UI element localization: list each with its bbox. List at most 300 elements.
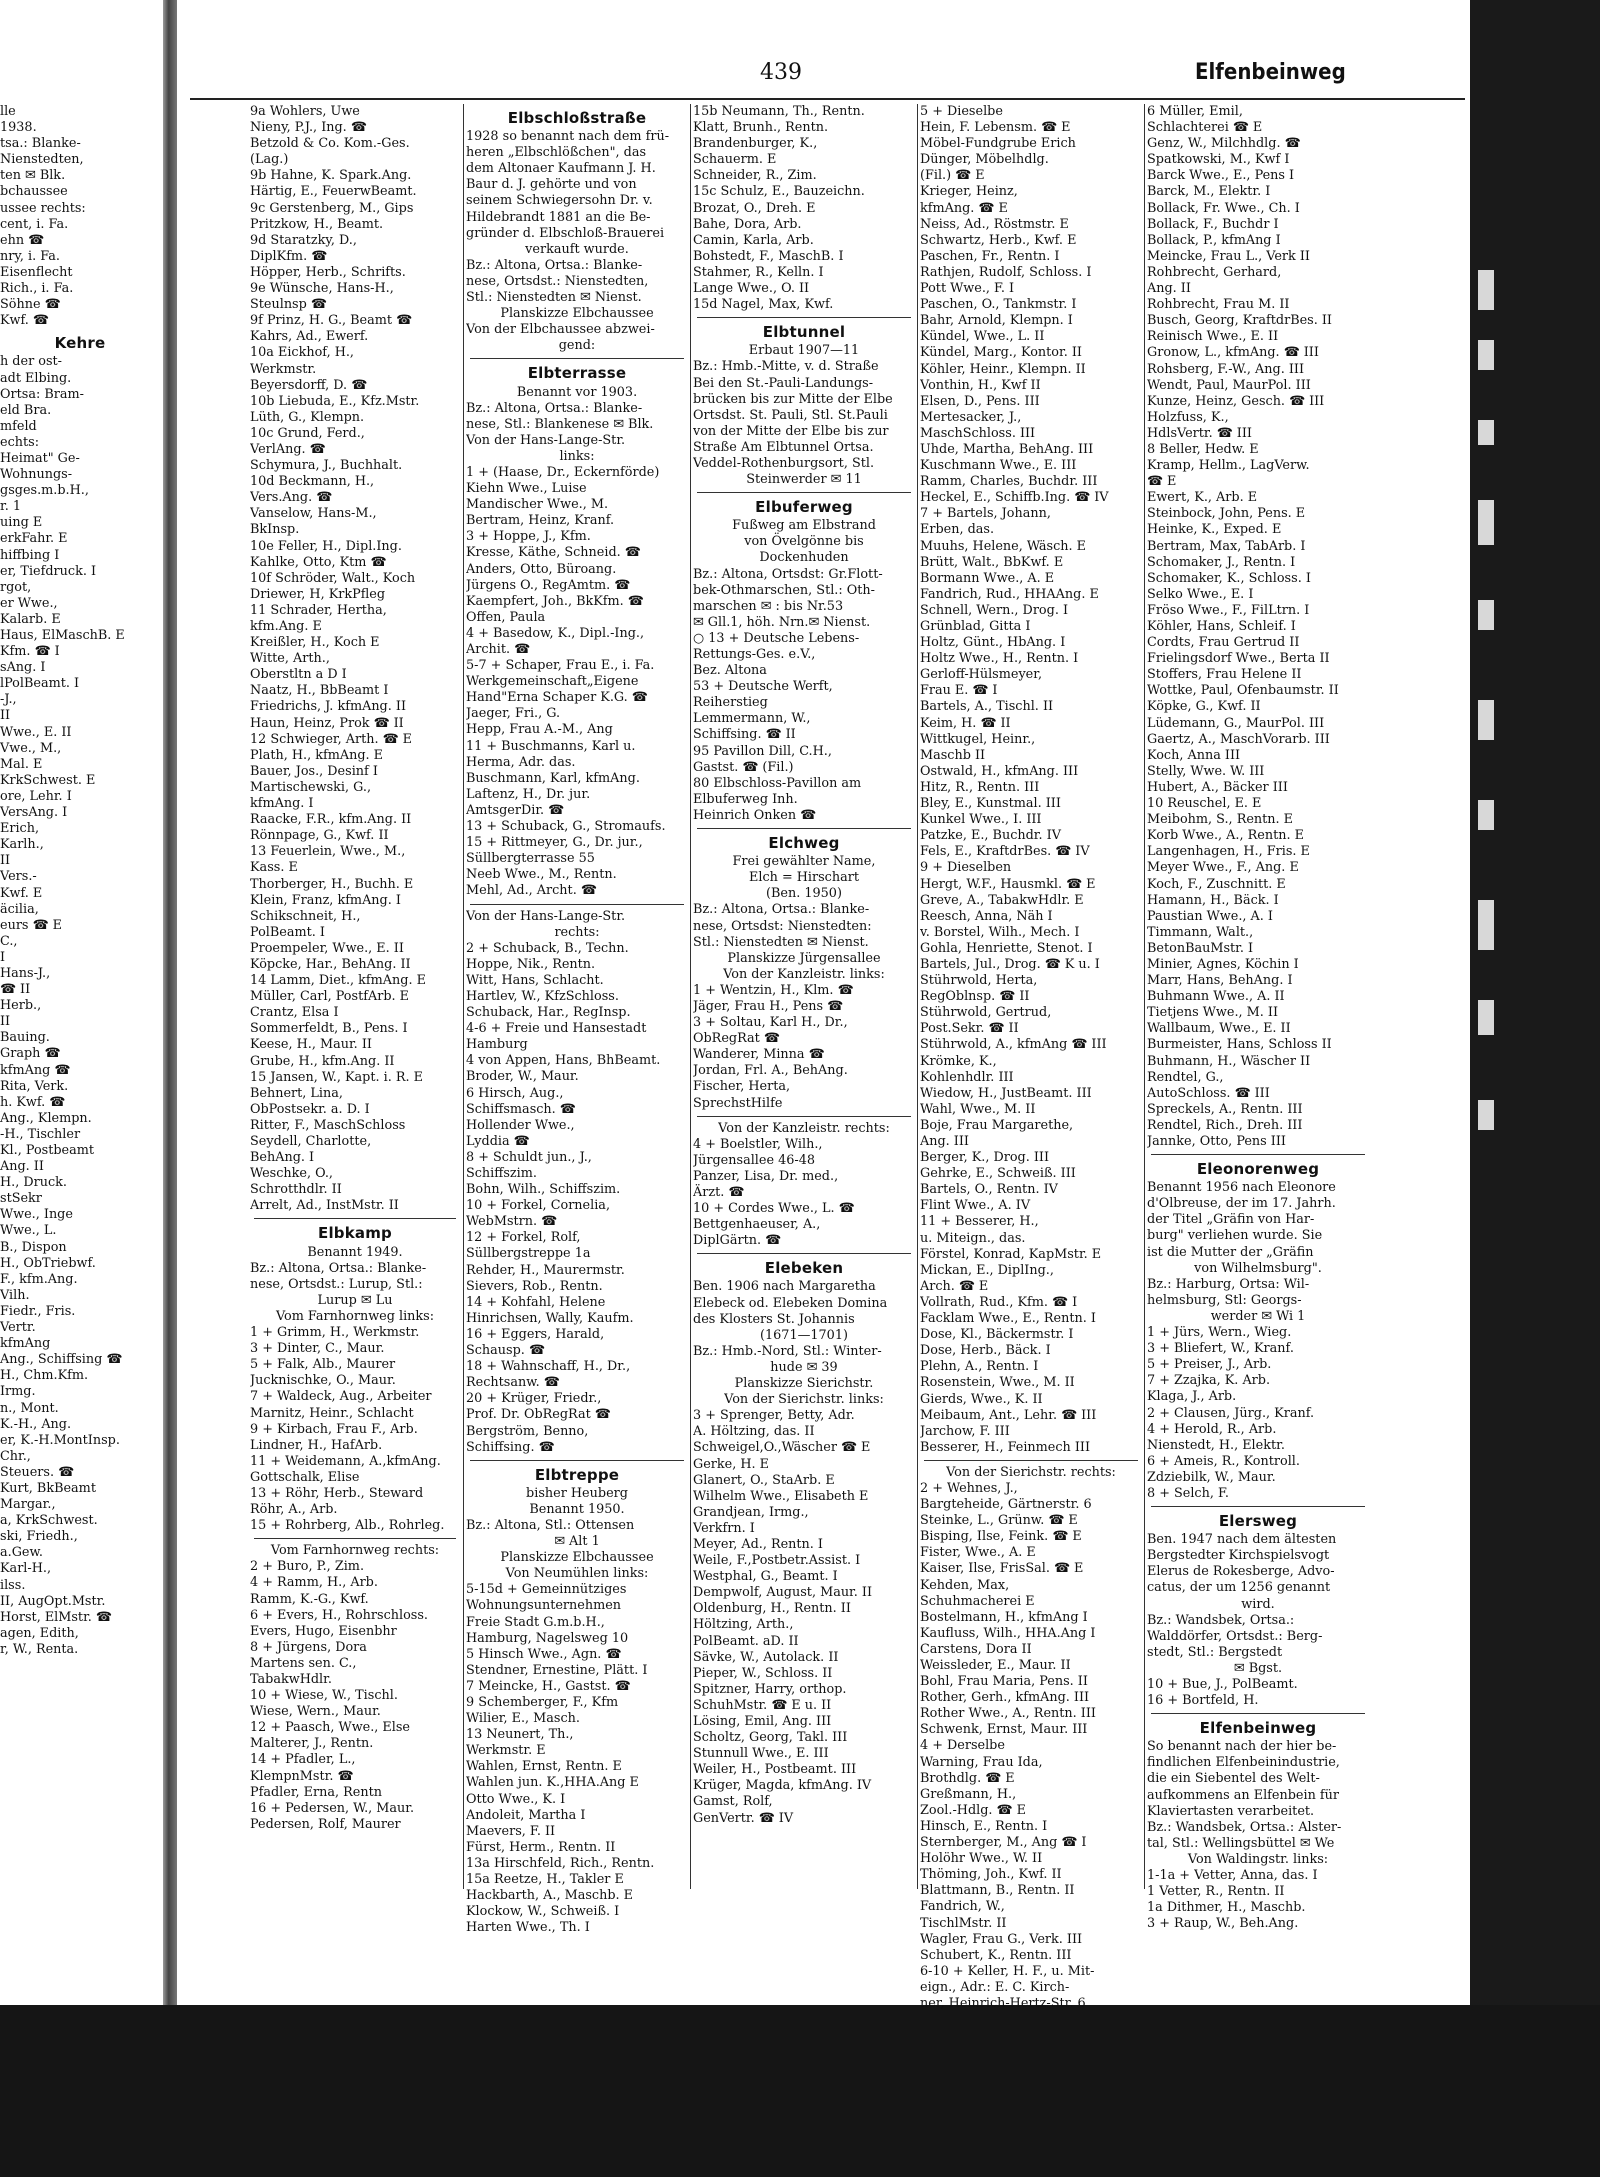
directory-entry: tsa.: Blanke-	[0, 136, 81, 152]
directory-entry: F., kfm.Ang.	[0, 1271, 78, 1287]
directory-entry: 11 + Weidemann, A.,kfmAng.	[250, 1453, 441, 1469]
street-note: Von Waldingstr. links:	[1187, 1851, 1329, 1867]
directory-entry: Pieper, W., Schloss. II	[693, 1665, 833, 1681]
directory-entry: 8 + Selch, F.	[1147, 1485, 1229, 1501]
directory-entry: Röhr, A., Arb.	[250, 1502, 338, 1518]
directory-entry: Hand"Erna Schaper K.G. ☎	[466, 690, 648, 706]
directory-entry: Oberstltn a D I	[250, 667, 347, 683]
directory-entry: Schiffsmasch. ☎	[466, 1101, 576, 1117]
directory-entry: kfmAng ☎	[0, 1062, 71, 1078]
directory-entry: nese, Ortsdst: Nienstedten:	[693, 918, 872, 934]
directory-entry: uing E	[0, 515, 43, 531]
directory-entry: Jarchow, F. III	[920, 1423, 1010, 1439]
directory-entry: Hinsch, E., Rentn. I	[920, 1818, 1048, 1834]
directory-entry: Walddörfer, Ortsdst.: Berg-	[1147, 1628, 1323, 1644]
directory-entry: Stahmer, R., Kelln. I	[693, 264, 824, 280]
street-note: Elch = Hirschart	[749, 870, 859, 886]
directory-entry: BehAng. I	[250, 1150, 315, 1166]
directory-entry: 13 + Röhr, Herb., Steward	[250, 1485, 424, 1501]
directory-entry: Bollack, P., kfmAng I	[1147, 232, 1281, 248]
directory-entry: bchaussee	[0, 184, 68, 200]
directory-entry: 10c Grund, Ferd.,	[250, 425, 365, 441]
directory-entry: v. Borstel, Wilh., Mech. I	[920, 924, 1080, 940]
directory-entry: Erich,	[0, 821, 40, 837]
directory-entry: Hamburg	[466, 1037, 528, 1053]
directory-entry: gsges.m.b.H.,	[0, 483, 89, 499]
directory-entry: 15b Neumann, Th., Rentn.	[693, 104, 865, 119]
directory-entry: Bormann Wwe., A. E	[920, 570, 1055, 586]
directory-entry: ☎ E	[1147, 474, 1177, 490]
directory-entry: Bahr, Arnold, Klempn. I	[920, 313, 1073, 329]
directory-entry: Cordts, Frau Gertrud II	[1147, 635, 1300, 651]
directory-entry: Wagler, Frau G., Verk. III	[920, 1931, 1083, 1947]
directory-entry: C.,	[0, 933, 18, 949]
directory-entry: GenVertr. ☎ IV	[693, 1810, 794, 1826]
directory-entry: 4 + Derselbe	[920, 1738, 1005, 1754]
directory-entry: Kahlke, Otto, Ktm ☎	[250, 554, 387, 570]
directory-entry: Fiedr., Fris.	[0, 1303, 76, 1319]
directory-entry: WebMstrn. ☎	[466, 1214, 558, 1230]
directory-entry: Vilh.	[0, 1287, 30, 1303]
directory-entry: Langenhagen, H., Fris. E	[1147, 844, 1310, 860]
directory-entry: Dose, Herb., Bäck. I	[920, 1343, 1051, 1359]
directory-entry: Lüth, G., Klempn.	[250, 409, 365, 425]
directory-entry: 3 + Sprenger, Betty, Adr.	[693, 1408, 855, 1424]
directory-entry: Wendt, Paul, MaurPol. III	[1147, 377, 1311, 393]
directory-entry: II	[0, 1014, 11, 1030]
directory-entry: Krüger, Magda, kfmAng. IV	[693, 1778, 872, 1794]
directory-entry: Bargteheide, Gärtnerstr. 6	[920, 1497, 1092, 1513]
directory-entry: 8 Beller, Hedw. E	[1147, 441, 1259, 457]
directory-entry: Ewert, K., Arb. E	[1147, 490, 1258, 506]
directory-entry: 10e Feller, H., Dipl.Ing.	[250, 538, 402, 554]
directory-entry: lle	[0, 104, 16, 119]
directory-entry: Ang. II	[1147, 281, 1191, 297]
directory-entry: Fischer, Herta,	[693, 1079, 791, 1095]
directory-entry: Evers, Hugo, Eisenbhr	[250, 1623, 397, 1639]
directory-entry: Stoffers, Frau Helene II	[1147, 667, 1302, 683]
street-note: Steinwerder ✉ 11	[746, 472, 862, 488]
directory-entry: Barck Wwe., E., Pens I	[1147, 168, 1295, 184]
directory-entry: SprechstHilfe	[693, 1095, 783, 1111]
directory-entry: Ramm, Charles, Buchdr. III	[920, 474, 1098, 490]
directory-entry: Warning, Frau Ida,	[920, 1754, 1043, 1770]
directory-column-6	[1147, 104, 1369, 1932]
directory-entry: 10a Eickhof, H.,	[250, 345, 354, 361]
directory-entry: u. Miteign., das.	[920, 1230, 1026, 1246]
directory-entry: Hollender Wwe.,	[466, 1117, 575, 1133]
directory-entry: h. Kwf. ☎	[0, 1094, 66, 1110]
directory-entry: Stl.: Nienstedten ✉ Nienst.	[466, 290, 642, 306]
directory-entry: II, AugOpt.Mstr.	[0, 1593, 106, 1609]
directory-entry: Selko Wwe., E. I	[1147, 586, 1254, 602]
street-heading: Elchweg	[768, 834, 840, 853]
directory-entry: I	[0, 949, 6, 965]
street-note: Vom Farnhornweg links:	[275, 1308, 435, 1324]
column-divider	[917, 104, 918, 1889]
directory-entry: Wilhelm Wwe., Elisabeth E	[693, 1488, 869, 1504]
directory-column-2	[250, 104, 460, 1833]
section-divider	[697, 1116, 911, 1117]
directory-entry: Jordan, Frl. A., BehAng.	[693, 1063, 848, 1079]
directory-entry: Rohbrecht, Gerhard,	[1147, 264, 1282, 280]
directory-entry: 12 Schwieger, Arth. ☎ E	[250, 731, 412, 747]
section-divider	[254, 1538, 456, 1539]
directory-entry: Ramm, K.-G., Kwf.	[250, 1591, 369, 1607]
street-heading: Elbuferweg	[755, 498, 853, 517]
directory-entry: 14 + Pfadler, L.,	[250, 1752, 356, 1768]
directory-entry: adt Elbing.	[0, 370, 72, 386]
directory-entry: Vertr.	[0, 1320, 36, 1336]
directory-entry: So benannt nach der hier be-	[1147, 1739, 1337, 1755]
directory-entry: Hinrichsen, Wally, Kaufm.	[466, 1310, 634, 1326]
directory-entry: Kass. E	[250, 860, 298, 876]
directory-entry: Möbel-Fundgrube Erich	[920, 136, 1076, 152]
directory-entry: 80 Elbschloss-Pavillon am	[693, 775, 862, 791]
street-note: von Övelgönne bis	[744, 534, 864, 550]
directory-entry: DiplGärtn. ☎	[693, 1233, 782, 1249]
street-note: Benannt vor 1903.	[516, 384, 638, 400]
directory-entry: Kaempfert, Joh., BkKfm. ☎	[466, 593, 644, 609]
directory-entry: 15c Schulz, E., Bauzeichn.	[693, 184, 865, 200]
directory-entry: Neiss, Ad., Röstmstr. E	[920, 216, 1069, 232]
directory-entry: Stendner, Ernestine, Plätt. I	[466, 1662, 648, 1678]
directory-entry: Höpper, Herb., Schrifts.	[250, 264, 406, 280]
directory-entry: Söhne ☎	[0, 297, 61, 313]
directory-entry: HdlsVertr. ☎ III	[1147, 425, 1252, 441]
directory-entry: Bartels, O., Rentn. IV	[920, 1182, 1058, 1198]
directory-entry: Kaufluss, Wilh., HHA.Ang I	[920, 1625, 1096, 1641]
directory-entry: Gastst. ☎ (Fil.)	[693, 759, 794, 775]
directory-entry: Fandrich, Rud., HHAAng. E	[920, 586, 1099, 602]
directory-entry: 1 + (Haase, Dr., Eckernförde)	[466, 464, 660, 480]
directory-entry: 9d Staratzky, D.,	[250, 232, 357, 248]
directory-entry: Stelly, Wwe. W. III	[1147, 763, 1265, 779]
directory-entry: 13 Neunert, Th.,	[466, 1727, 574, 1743]
directory-entry: Reesch, Anna, Näh I	[920, 908, 1053, 924]
directory-entry: Süllbergterrasse 55	[466, 851, 595, 867]
street-note: verkauft wurde.	[525, 241, 629, 257]
directory-entry: ten ✉ Blk.	[0, 168, 66, 184]
directory-entry: kfmAng	[0, 1336, 51, 1352]
directory-entry: 15 + Rittmeyer, G., Dr. jur.,	[466, 835, 643, 851]
directory-entry: 15d Nagel, Max, Kwf.	[693, 297, 834, 313]
directory-entry: Ritter, F., MaschSchloss	[250, 1117, 406, 1133]
directory-entry: Pedersen, Rolf, Maurer	[250, 1816, 401, 1832]
directory-entry: Rother, Gerh., kfmAng. III	[920, 1690, 1090, 1706]
directory-entry: Kresse, Käthe, Schneid. ☎	[466, 545, 641, 561]
directory-entry: ☎ II	[0, 982, 31, 998]
directory-entry: Lange Wwe., O. II	[693, 281, 810, 297]
directory-entry: ist die Mutter der „Gräfin	[1147, 1244, 1314, 1260]
directory-entry: 7 Meincke, H., Gastst. ☎	[466, 1678, 631, 1694]
directory-entry: Meibohm, S., Rentn. E	[1147, 812, 1294, 828]
directory-entry: Nienstedten,	[0, 152, 84, 168]
directory-entry: Meyer Wwe., F., Ang. E	[1147, 860, 1299, 876]
directory-entry: tal, Stl.: Wellingsbüttel ✉ We	[1147, 1835, 1335, 1851]
street-note: Vom Farnhornweg rechts:	[270, 1543, 440, 1559]
section-divider	[697, 828, 911, 829]
directory-entry: Bergstedter Kirchspielsvogt	[1147, 1548, 1330, 1564]
directory-entry: Hackbarth, A., Maschb. E	[466, 1888, 633, 1904]
directory-entry: Thöming, Joh., Kwf. II	[920, 1867, 1062, 1883]
directory-entry: K.-H., Ang.	[0, 1416, 72, 1432]
directory-entry: Kwf. ☎	[0, 313, 49, 329]
directory-entry: Schiffsing. ☎	[466, 1439, 555, 1455]
directory-entry: Uhde, Martha, BehAng. III	[920, 441, 1094, 457]
directory-entry: 3 + Raup, W., Beh.Ang.	[1147, 1916, 1299, 1932]
directory-entry: Rathjen, Rudolf, Schloss. I	[920, 264, 1092, 280]
directory-entry: Rechtsanw. ☎	[466, 1375, 560, 1391]
directory-entry: VersAng. I	[0, 805, 68, 821]
directory-entry: Ärzt. ☎	[693, 1185, 745, 1200]
directory-entry: Wahlen, Ernst, Rentn. E	[466, 1759, 622, 1775]
directory-entry: kfmAng. ☎ E	[920, 200, 1008, 216]
directory-entry: Bz.: Altona, Ortsa.: Blanke-	[250, 1260, 427, 1276]
directory-entry: er Wwe.,	[0, 595, 58, 611]
directory-entry: Elebeck od. Elebeken Domina	[693, 1295, 888, 1311]
directory-entry: kfmAng. I	[250, 796, 314, 812]
directory-entry: Elsen, D., Pens. III	[920, 393, 1040, 409]
directory-entry: 5 Hinsch Wwe., Agn. ☎	[466, 1646, 622, 1662]
directory-entry: Scholtz, Georg, Takl. III	[693, 1730, 848, 1746]
directory-entry: Schuhmacherei E	[920, 1593, 1035, 1609]
street-note: werder ✉ Wi 1	[1210, 1308, 1306, 1324]
directory-entry: äcilia,	[0, 901, 39, 917]
street-note: Von der Sierichstr. links:	[724, 1392, 884, 1408]
directory-entry: H., ObTriebwf.	[0, 1255, 96, 1271]
directory-entry: Süllbergstreppe 1a	[466, 1246, 591, 1262]
directory-entry: Schlachterei ☎ E	[1147, 120, 1263, 136]
street-note: Planskizze Elbchaussee	[500, 306, 654, 322]
directory-entry: 8 + Schuldt jun., J.,	[466, 1149, 592, 1165]
directory-entry: Ang., Klempn.	[0, 1110, 92, 1126]
directory-entry: nry, i. Fa.	[0, 248, 60, 264]
directory-entry: Gerke, H. E	[693, 1456, 770, 1472]
directory-entry: h der ost-	[0, 354, 62, 370]
directory-entry: 9f Prinz, H. G., Beamt ☎	[250, 313, 413, 329]
directory-entry: Weile, F.,Postbetr.Assist. I	[693, 1553, 861, 1569]
street-note: ✉ Bgst.	[1233, 1660, 1283, 1676]
directory-entry: 6 Hirsch, Aug.,	[466, 1085, 564, 1101]
directory-entry: Bohstedt, F., MaschB. I	[693, 248, 844, 264]
directory-entry: Schneider, R., Zim.	[693, 168, 817, 184]
directory-entry: Holtz Wwe., H., Rentn. I	[920, 651, 1079, 667]
directory-entry: Chr.,	[0, 1448, 31, 1464]
directory-entry: DiplKfm. ☎	[250, 248, 328, 264]
directory-entry: Wilier, E., Masch.	[466, 1711, 580, 1727]
directory-entry: TabakwHdlr.	[250, 1672, 332, 1687]
section-divider	[1151, 1154, 1365, 1155]
directory-entry: Eisenflecht	[0, 264, 73, 280]
directory-entry: Kiehn Wwe., Luise	[466, 481, 587, 497]
directory-entry: Hildebrandt 1881 an die Be-	[466, 209, 651, 225]
directory-entry: Margar.,	[0, 1497, 56, 1513]
directory-entry: Kündel, Wwe., L. II	[920, 329, 1045, 345]
directory-entry: Fandrich, W.,	[920, 1899, 1005, 1915]
directory-entry: Kehden, Max,	[920, 1577, 1010, 1593]
directory-entry: Muuhs, Helene, Wäsch. E	[920, 538, 1087, 554]
directory-entry: 4 von Appen, Hans, BhBeamt.	[466, 1053, 661, 1069]
directory-entry: Gamst, Rolf,	[693, 1794, 773, 1810]
directory-entry: 2 + Wehnes, J.,	[920, 1480, 1018, 1496]
directory-entry: Nienstedt, H., Elektr.	[1147, 1437, 1285, 1453]
directory-entry: Werkmstr.	[250, 361, 317, 377]
directory-entry: Bohl, Frau Maria, Pens. II	[920, 1674, 1088, 1690]
street-note: Von Neumühlen links:	[505, 1566, 649, 1582]
directory-entry: Klockow, W., Schweiß. I	[466, 1904, 620, 1920]
directory-entry: 9b Hahne, K. Spark.Ang.	[250, 168, 412, 184]
directory-entry: Freie Stadt G.m.b.H.,	[466, 1614, 605, 1630]
directory-entry: ✉ Gll.1, höh. Nrn.✉ Nienst.	[693, 614, 871, 630]
directory-entry: gründer d. Elbschloß-Brauerei	[466, 225, 665, 241]
directory-entry: Prof. Dr. ObRegRat ☎	[466, 1407, 611, 1423]
directory-entry: Kuschmann Wwe., E. III	[920, 458, 1077, 474]
directory-entry: Förstel, Konrad, KapMstr. E	[920, 1246, 1102, 1262]
directory-entry: Pritzkow, H., Beamt.	[250, 216, 384, 232]
directory-entry: Reinisch Wwe., E. II	[1147, 329, 1279, 345]
directory-entry: Bz.: Hmb.-Mitte, v. d. Straße	[693, 359, 879, 375]
street-heading: Elfenbeinweg	[1199, 1719, 1317, 1738]
directory-entry: Klatt, Brunh., Rentn.	[693, 120, 829, 136]
directory-entry: Jannke, Otto, Pens III	[1147, 1134, 1286, 1149]
directory-entry: 2 + Clausen, Jürg., Kranf.	[1147, 1405, 1315, 1421]
street-heading: Eleonorenweg	[1196, 1160, 1320, 1179]
directory-entry: Schubert, K., Rentn. III	[920, 1947, 1072, 1963]
directory-entry: Broder, W., Maur.	[466, 1069, 579, 1085]
directory-entry: Bei den St.-Pauli-Landungs-	[693, 375, 874, 391]
directory-entry: ilss.	[0, 1577, 26, 1593]
directory-entry: Blattmann, B., Rentn. II	[920, 1883, 1075, 1899]
directory-entry: Flint Wwe., A. IV	[920, 1198, 1031, 1214]
street-note: bisher Heuberg	[526, 1485, 628, 1501]
directory-entry: Wwe., E. II	[0, 724, 72, 740]
directory-entry: Behnert, Lina,	[250, 1085, 343, 1101]
directory-entry: Rettungs-Ges. e.V.,	[693, 647, 816, 662]
directory-entry: er, K.-H.MontInsp.	[0, 1432, 120, 1448]
directory-entry: Ang., Schiffsing ☎	[0, 1352, 123, 1368]
directory-entry: Minier, Agnes, Köchin I	[1147, 956, 1299, 972]
directory-entry: Herma, Adr. das.	[466, 754, 576, 770]
directory-entry: Härtig, E., FeuerwBeamt.	[250, 184, 417, 200]
directory-entry: Laftenz, H., Dr. jur.	[466, 786, 591, 802]
directory-entry: Kalarb. E	[0, 611, 61, 627]
directory-entry: Brandenburger, K.,	[693, 136, 818, 152]
directory-entry: AmtsgerDir. ☎	[466, 802, 565, 818]
directory-entry: Elbuferweg Inh.	[693, 791, 798, 807]
directory-entry: Jürgensallee 46-48	[693, 1152, 815, 1168]
directory-entry: Grandjean, Irmg.,	[693, 1504, 809, 1520]
directory-entry: 15a Reetze, H., Takler E	[466, 1872, 624, 1888]
section-divider	[924, 1460, 1138, 1461]
directory-entry: 8 + Jürgens, Dora	[250, 1639, 367, 1655]
directory-entry: Koch, F., Zuschnitt. E	[1147, 876, 1286, 892]
directory-entry: Malterer, J., Rentn.	[250, 1736, 374, 1752]
directory-entry: Boje, Frau Margarethe,	[920, 1117, 1074, 1133]
street-note: Von der Sierichstr. rechts:	[946, 1464, 1116, 1480]
directory-entry: Stunnull Wwe., E. III	[693, 1746, 829, 1762]
directory-entry: Arrelt, Ad., InstMstr. II	[250, 1198, 399, 1214]
directory-entry: 10 + Wiese, W., Tischl.	[250, 1688, 398, 1704]
directory-entry: Lemmermann, W.,	[693, 711, 811, 727]
directory-entry: Baur d. J. gehörte und von	[466, 177, 637, 193]
directory-entry: 5-15d + Gemeinnütziges	[466, 1582, 627, 1598]
directory-entry: Nieny, P.J., Ing. ☎	[250, 120, 367, 136]
directory-entry: PolBeamt. I	[250, 924, 325, 940]
directory-entry: Heinke, K., Exped. E	[1147, 522, 1282, 538]
directory-entry: Schwenk, Ernst, Maur. III	[920, 1722, 1088, 1738]
directory-entry: Gronow, L., kfmAng. ☎ III	[1147, 345, 1319, 361]
directory-entry: 5-7 + Schaper, Frau E., i. Fa.	[466, 658, 655, 674]
directory-entry: nese, Ortsdst.: Nienstedten,	[466, 273, 649, 289]
directory-entry: TischlMstr. II	[920, 1915, 1007, 1931]
directory-entry: Steinke, L., Grünw. ☎ E	[920, 1513, 1078, 1529]
directory-entry: Thorberger, H., Buchh. E	[250, 876, 414, 892]
directory-entry: Hans-J.,	[0, 965, 51, 981]
directory-entry: 5 + Dieselbe	[920, 104, 1003, 119]
directory-entry: Rohsberg, F.-W., Ang. III	[1147, 361, 1305, 377]
directory-entry: 95 Pavillon Dill, C.H.,	[693, 743, 832, 759]
directory-entry: 1 Vetter, R., Rentn. II	[1147, 1884, 1285, 1900]
directory-entry: Steuers. ☎	[0, 1464, 75, 1480]
street-note: Planskizze Sierichstr.	[734, 1376, 874, 1392]
directory-entry: Seydell, Charlotte,	[250, 1134, 372, 1149]
directory-entry: Patzke, E., Buchdr. IV	[920, 828, 1061, 844]
directory-entry: Greve, A., TabakwHdlr. E	[920, 892, 1084, 908]
directory-entry: Jürgens O., RegAmtm. ☎	[466, 577, 631, 593]
directory-entry: SchuhMstr. ☎ E u. II	[693, 1697, 832, 1713]
street-note: von Wilhelmsburg".	[1194, 1260, 1322, 1276]
directory-entry: Harten Wwe., Th. I	[466, 1920, 590, 1936]
directory-entry: aufkommens an Elfenbein für	[1147, 1787, 1339, 1803]
directory-entry: Vers.-	[0, 869, 37, 885]
directory-entry: Busch, Georg, KraftdrBes. II	[1147, 313, 1332, 329]
directory-entry: Ortsa: Bram-	[0, 386, 84, 402]
street-note: hude ✉ 39	[770, 1359, 838, 1375]
directory-entry: 20 + Krüger, Friedr.,	[466, 1391, 602, 1407]
directory-column-1	[0, 104, 160, 1658]
directory-entry: Schnell, Wern., Drog. I	[920, 602, 1069, 618]
directory-column-5	[920, 104, 1142, 2012]
directory-entry: Kwf. E	[0, 885, 43, 901]
street-note: wird.	[1241, 1596, 1275, 1612]
directory-entry: 2 + Buro, P., Zim.	[250, 1559, 365, 1575]
directory-entry: rgot,	[0, 579, 32, 595]
directory-entry: 3 + Hoppe, J., Kfm.	[466, 529, 591, 545]
directory-entry: Hergt, W.F., Hausmkl. ☎ E	[920, 876, 1096, 892]
directory-entry: ObPostsekr. a. D. I	[250, 1101, 370, 1117]
directory-entry: Bley, E., Kunstmal. III	[920, 796, 1061, 812]
directory-entry: findlichen Elfenbeinindustrie,	[1147, 1755, 1340, 1771]
directory-entry: Rohbrecht, Frau M. II	[1147, 297, 1290, 313]
directory-entry: Korb Wwe., A., Rentn. E	[1147, 828, 1304, 844]
directory-entry: Mickan, E., DiplIng.,	[920, 1262, 1054, 1278]
directory-entry: Ben. 1906 nach Margaretha	[693, 1279, 876, 1295]
directory-entry: ner, Heinrich-Hertz-Str. 6	[920, 1995, 1086, 2011]
directory-entry: 6 + Ameis, R., Kontroll.	[1147, 1453, 1300, 1469]
directory-entry: Bz.: Wandsbek, Ortsa.:	[1147, 1612, 1295, 1628]
directory-entry: Dünger, Möbelhdlg.	[920, 152, 1049, 168]
directory-entry: Bz.: Altona, Stl.: Ottensen	[466, 1517, 635, 1533]
directory-entry: Fürst, Herm., Rentn. II	[466, 1839, 616, 1855]
directory-entry: Wahlen jun. K.,HHA.Ang E	[466, 1775, 639, 1791]
directory-entry: Mandischer Wwe., M.	[466, 497, 609, 513]
section-divider	[470, 358, 684, 359]
directory-entry: 1-1a + Vetter, Anna, das. I	[1147, 1868, 1318, 1884]
directory-entry: Frielingsdorf Wwe., Berta II	[1147, 651, 1330, 667]
directory-entry: Sievers, Rob., Rentn.	[466, 1278, 603, 1294]
directory-entry: Carstens, Dora II	[920, 1641, 1032, 1657]
